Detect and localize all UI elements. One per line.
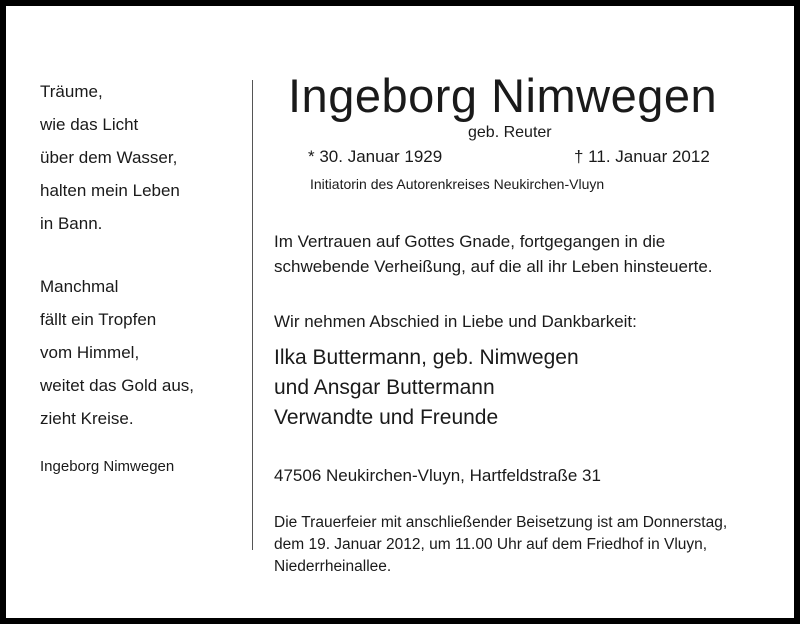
- deceased-role: Initiatorin des Autorenkreises Neukirchen-Vluyn: [310, 176, 605, 192]
- mourner-line: Ilka Buttermann, geb. Nimwegen: [274, 346, 579, 369]
- poem-line: zieht Kreise.: [40, 409, 134, 428]
- poem-line: über dem Wasser,: [40, 148, 178, 167]
- death-date: † 11. Januar 2012: [574, 147, 710, 166]
- poem-line: fällt ein Tropfen: [40, 310, 157, 329]
- poem-line: vom Himmel,: [40, 343, 140, 362]
- farewell-text: Wir nehmen Abschied in Liebe und Dankbarkeit:: [274, 312, 637, 331]
- mourner-line: Verwandte und Freunde: [274, 406, 499, 429]
- poem-line: in Bann.: [40, 214, 103, 233]
- maiden-name: geb. Reuter: [468, 124, 552, 141]
- mourner-line: und Ansgar Buttermann: [274, 376, 495, 399]
- poem-line: Manchmal: [40, 277, 119, 296]
- funeral-info: dem 19. Januar 2012, um 11.00 Uhr auf dem Friedhof in Vluyn,: [274, 536, 708, 553]
- poem-line: weitet das Gold aus,: [40, 376, 195, 395]
- deceased-name: Ingeborg Nimwegen: [288, 69, 718, 122]
- poem-line: wie das Licht: [40, 115, 139, 134]
- funeral-info: Die Trauerfeier mit anschließender Beisetzung ist am Donnerstag,: [274, 514, 728, 531]
- funeral-info: Niederrheinallee.: [274, 558, 392, 575]
- faith-text: Im Vertrauen auf Gottes Gnade, fortgegangen in die: [274, 232, 666, 251]
- column-divider: [252, 80, 253, 550]
- poem-author: Ingeborg Nimwegen: [40, 458, 175, 475]
- address: 47506 Neukirchen-Vluyn, Hartfeldstraße 31: [274, 466, 601, 485]
- poem-line: Träume,: [40, 82, 103, 101]
- poem-line: halten mein Leben: [40, 181, 180, 200]
- birth-date: * 30. Januar 1929: [308, 147, 443, 166]
- faith-text: schwebende Verheißung, auf die all ihr Leben hinsteuerte.: [274, 257, 713, 276]
